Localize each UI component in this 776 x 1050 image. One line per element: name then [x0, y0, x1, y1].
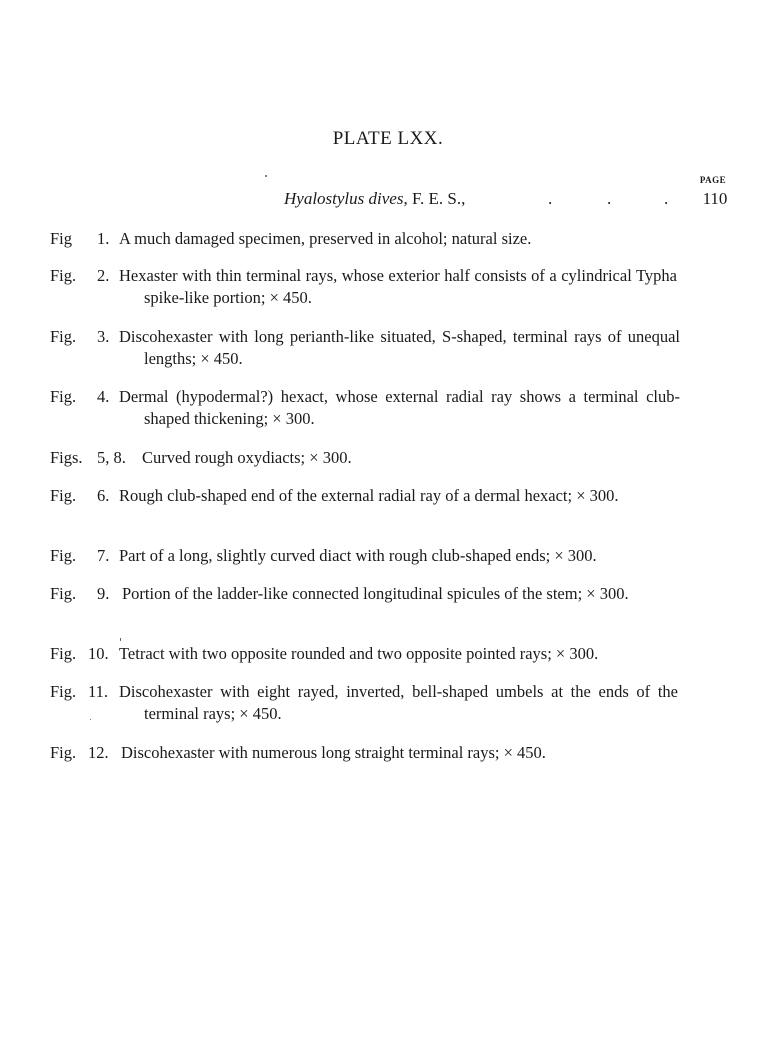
- species-authority: , F. E. S.,: [403, 189, 466, 208]
- figure-number: 7.: [97, 546, 110, 565]
- scan-speck: [90, 719, 91, 720]
- figure-number: 12.: [88, 743, 109, 762]
- page-number: 110: [702, 189, 728, 208]
- figure-entry: [50, 742, 700, 764]
- figure-label: Fig.: [50, 743, 77, 762]
- figure-number: 4.: [97, 387, 110, 406]
- figure-number: 9.: [97, 584, 110, 603]
- figure-caption: Discohexaster with eight rayed, inverted, bell-shaped umbels at the ends of the terminal rays; × 450.: [119, 682, 678, 723]
- figure-entry: [50, 485, 678, 507]
- figure-caption: Hexaster with thin terminal rays, whose exterior half consists of a cylindrical Typha spike-like portion; × 450.: [119, 266, 677, 307]
- figure-label: Fig.: [50, 644, 77, 663]
- figure-label: Fig.: [50, 387, 77, 406]
- figure-caption: A much damaged specimen, preserved in alcohol; natural size.: [119, 229, 532, 248]
- figure-caption: Curved rough oxydiacts; × 300.: [142, 448, 352, 467]
- figure-caption: Part of a long, slightly curved diact with rough club-shaped ends; × 300.: [119, 546, 597, 565]
- figure-entry: [50, 681, 678, 725]
- figure-caption: Tetract with two opposite rounded and two opposite pointed rays; × 300.: [119, 644, 599, 663]
- figure-number: 2.: [97, 266, 110, 285]
- figure-label: Fig: [50, 229, 73, 248]
- figure-label: Fig.: [50, 266, 77, 285]
- species-name: Hyalostylus dives: [284, 189, 404, 208]
- figure-caption: Rough club-shaped end of the external radial ray of a dermal hexact; × 300.: [119, 486, 619, 505]
- figure-number: 11.: [88, 682, 109, 701]
- page-column-heading: PAGE: [699, 175, 727, 185]
- figure-entry: [50, 447, 690, 469]
- leader-dot: .: [664, 189, 669, 208]
- figure-number: 1.: [97, 229, 110, 248]
- figure-number: 6.: [97, 486, 110, 505]
- figure-number: 5, 8.: [97, 448, 126, 467]
- figure-entry: [50, 326, 680, 370]
- figure-entry: [50, 386, 680, 430]
- figure-caption: Discohexaster with long perianth-like situated, S-shaped, terminal rays of unequal lengths; × 450.: [119, 327, 680, 368]
- leader-dot: .: [548, 189, 553, 208]
- scan-speck: [120, 638, 121, 641]
- figure-entry: [50, 583, 684, 605]
- figure-label: Figs.: [50, 448, 83, 467]
- figure-caption: Discohexaster with numerous long straight terminal rays; × 450.: [121, 743, 546, 762]
- figure-entry: [50, 265, 677, 309]
- figure-entry: [50, 228, 690, 250]
- figure-label: Fig.: [50, 327, 77, 346]
- scan-speck: [265, 175, 267, 177]
- figure-entry: [50, 545, 700, 567]
- figure-label: Fig.: [50, 546, 77, 565]
- species-line: [284, 189, 465, 209]
- figure-number: 10.: [88, 644, 109, 663]
- figure-label: Fig.: [50, 584, 77, 603]
- figure-caption: Dermal (hypodermal?) hexact, whose external radial ray shows a terminal club-shaped thickening; × 300.: [119, 387, 680, 428]
- plate-title: PLATE LXX.: [332, 128, 444, 149]
- leader-dot: .: [607, 189, 612, 208]
- figure-entry: [50, 643, 700, 665]
- figure-caption: Portion of the ladder-like connected longitudinal spicules of the stem; × 300.: [122, 584, 629, 603]
- figure-label: Fig.: [50, 486, 77, 505]
- figure-label: Fig.: [50, 682, 77, 701]
- figure-number: 3.: [97, 327, 110, 346]
